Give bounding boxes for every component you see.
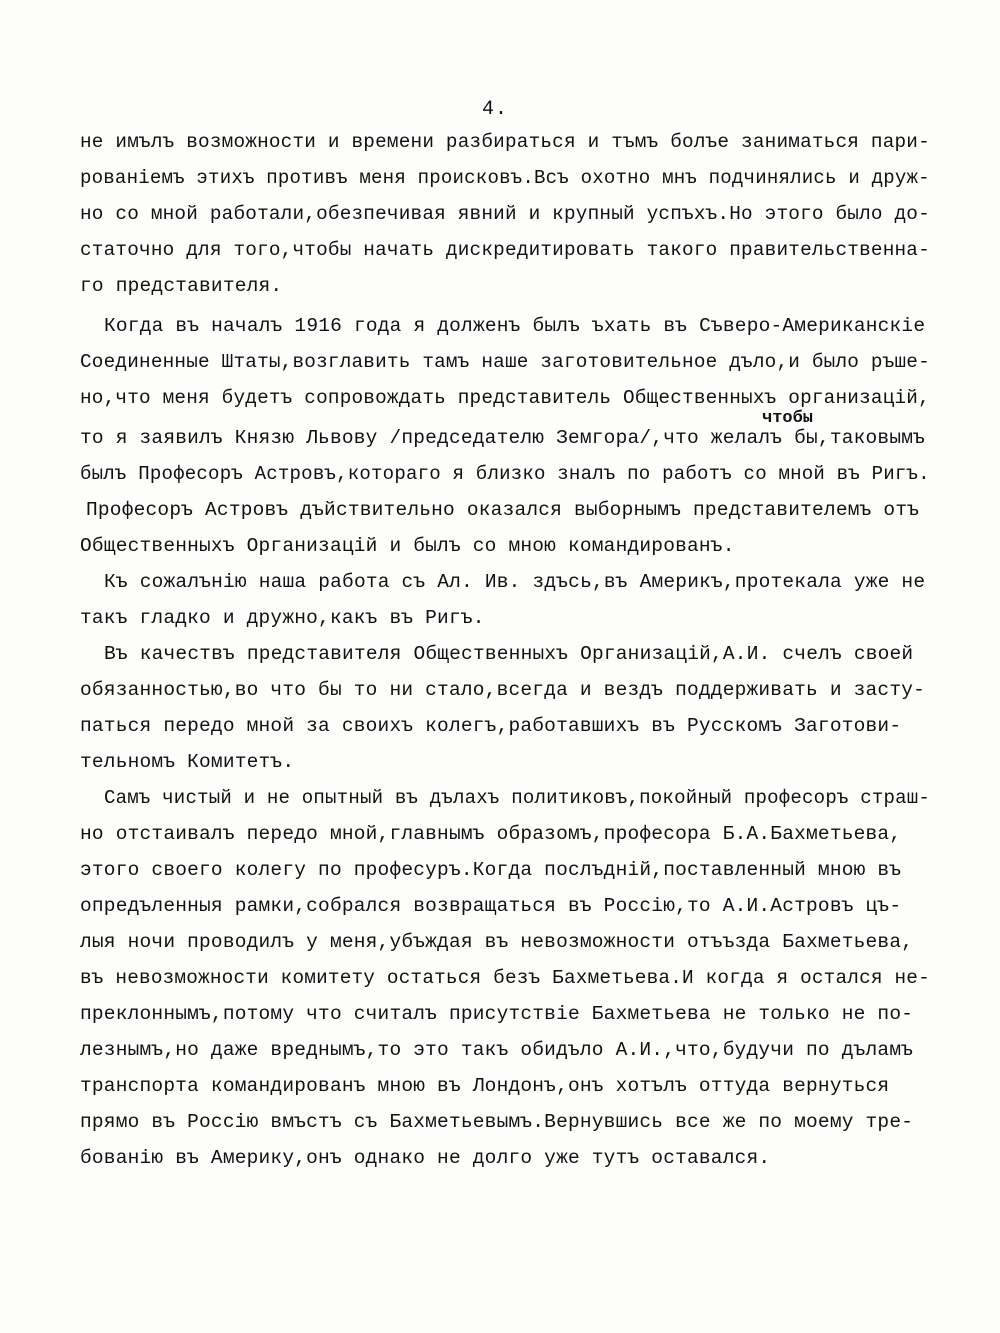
text-line: то я заявилъ Князю Львову /председателю Земгора/,что желалъ бы,таковымъ (80, 427, 926, 449)
text-line: былъ Професоръ Астровъ,котораго я близко зналъ по работъ со мной въ Ригъ. (80, 463, 930, 485)
text-line: лыя ночи проводилъ у меня,убъждая въ невозможности отъъзда Бахметьева, (80, 931, 914, 953)
page-number: 4. (482, 98, 509, 121)
text-line: но,что меня будетъ сопровождать представитель Общественныхъ организацій, (80, 387, 930, 409)
text-line: тельномъ Комитетъ. (80, 751, 295, 773)
text-line: этого своего колегу по професуръ.Когда послъдній,поставленный мною въ (80, 859, 902, 881)
text-line: Соединенные Штаты,возглавить тамъ наше заготовительное дъло,и было ръше- (80, 351, 930, 373)
text-line: въ невозможности комитету остаться безъ Бахметьева.И когда я остался не- (80, 967, 930, 989)
text-line: статочно для того,чтобы начать дискредитировать такого правительственна- (80, 239, 930, 261)
text-line: преклоннымъ,потому что считалъ присутствіе Бахметьева не только не по- (80, 1003, 914, 1025)
text-line: прямо въ Россію вмъстъ съ Бахметьевымъ.Вернувшись все же по моему тре- (80, 1111, 914, 1133)
text-line: Самъ чистый и не опытный въ дълахъ политиковъ,покойный професоръ страш- (104, 787, 931, 809)
text-line: такъ гладко и дружно,какъ въ Ригъ. (80, 607, 485, 629)
text-line: обязанностью,во что бы то ни стало,всегда и вездъ поддерживать и засту- (80, 679, 926, 701)
text-line: не имълъ возможности и времени разбираться и тъмъ болъе заниматься пари- (80, 131, 930, 153)
text-line: Къ сожалънію наша работа съ Ал. Ив. здъсь,въ Америкъ,протекала уже не (104, 571, 926, 593)
handwritten-insertion: чтобы (762, 409, 814, 428)
text-line: но отстаивалъ передо мной,главнымъ образомъ,професора Б.А.Бахметьева, (80, 823, 902, 845)
text-line: бованію въ Америку,онъ однако не долго уже тутъ оставался. (80, 1147, 771, 1169)
text-line: Когда въ началъ 1916 года я долженъ былъ ъхать въ Съверо-Американскіе (104, 315, 926, 337)
text-line: паться передо мной за своихъ колегъ,работавшихъ въ Русскомъ Заготови- (80, 715, 902, 737)
text-line: Професоръ Астровъ дъйствительно оказался выборнымъ представителемъ отъ (86, 499, 920, 521)
text-line: рованіемъ этихъ противъ меня происковъ.Всъ охотно мнъ подчинялись и друж- (80, 167, 930, 189)
text-line: транспорта командированъ мною въ Лондонъ,онъ хотълъ оттуда вернуться (80, 1075, 890, 1097)
text-line: Общественныхъ Организацій и былъ со мною командированъ. (80, 535, 735, 557)
text-line: Въ качествъ представителя Общественныхъ Организацій,А.И. счелъ своей (104, 643, 914, 665)
text-line: го представителя. (80, 275, 283, 297)
text-line: опредъленныя рамки,собрался возвращаться въ Россію,то А.И.Астровъ цъ- (80, 895, 902, 917)
text-line: лезнымъ,но даже вреднымъ,то это такъ обидъло А.И.,что,будучи по дъламъ (80, 1039, 914, 1061)
text-line: но со мной работали,обезпечивая явний и крупный успъхъ.Но этого было до- (80, 203, 930, 225)
